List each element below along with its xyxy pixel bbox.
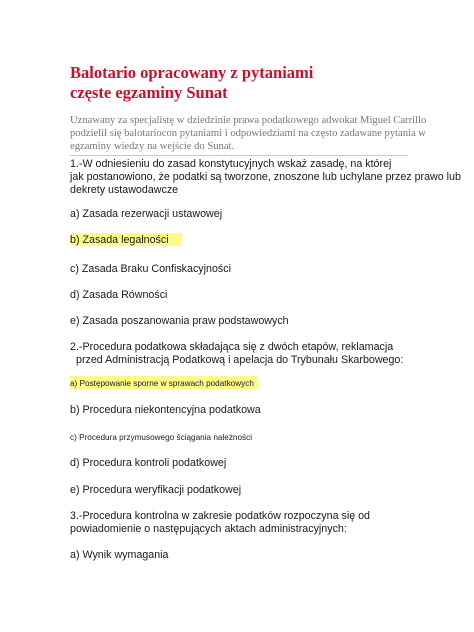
question-2-option-d: d) Procedura kontroli podatkowej: [70, 457, 227, 469]
question-2-line-2: przed Administracją Podatkową i apelacja do Trybunału Skarbowego:: [76, 354, 404, 367]
page-title: [70, 63, 430, 103]
question-2-option-e: e) Procedura weryfikacji podatkowej: [70, 484, 242, 496]
intro-line-1: Uznawany za specjalistę w dziedzinie prawa podatkowego adwokat Miguel Carrillo: [70, 115, 427, 126]
question-2-option-a: a) Postępowanie sporne w sprawach podatkowych: [70, 379, 254, 388]
title-line-2: częste egzaminy Sunat: [70, 83, 228, 102]
intro-paragraph: [70, 114, 427, 154]
question-1-line-3: dekrety ustawodawcze: [70, 184, 179, 197]
question-3-line-1: 3.-Procedura kontrolna w zakresie podatków rozpoczyna się od: [70, 510, 371, 522]
question-1-option-d: d) Zasada Równości: [70, 289, 168, 301]
question-1-line-2: jak postanowiono, że podatki są tworzone, znoszone lub uchylane przez prawo lub: [70, 171, 461, 184]
question-2-option-b: b) Procedura niekontencyjna podatkowa: [70, 404, 261, 416]
question-1-option-a: a) Zasada rezerwacji ustawowej: [70, 208, 223, 220]
question-3-option-a: a) Wynik wymagania: [70, 549, 169, 561]
question-3-line-2: powiadomienie o następujących aktach administracyjnych:: [70, 523, 347, 536]
question-2-option-c: c) Procedura przymusowego ściągania należności: [70, 433, 253, 442]
question-3: [70, 510, 370, 536]
divider: [70, 155, 408, 156]
intro-line-2: podzielił się balotariocon pytaniami i odpowiedziami na często zadawane pytania w: [70, 128, 426, 140]
question-1-line-1: 1.-W odniesieniu do zasad konstytucyjnych wskaż zasadę, na której: [70, 158, 392, 170]
question-1-option-b: b) Zasada legalności: [70, 234, 169, 246]
question-2: [70, 341, 403, 367]
title-line-1: Balotario opracowany z pytaniami: [70, 63, 314, 82]
question-1: [70, 158, 461, 198]
question-1-option-e: e) Zasada poszanowania praw podstawowych: [70, 315, 289, 327]
intro-line-3: egzaminy wiedzy na wejście do Sunat.: [70, 141, 235, 153]
question-1-option-c: c) Zasada Braku Confiskacyjności: [70, 263, 231, 275]
question-2-line-1: 2.-Procedura podatkowa składająca się z dwóch etapów, reklamacja: [70, 341, 394, 353]
